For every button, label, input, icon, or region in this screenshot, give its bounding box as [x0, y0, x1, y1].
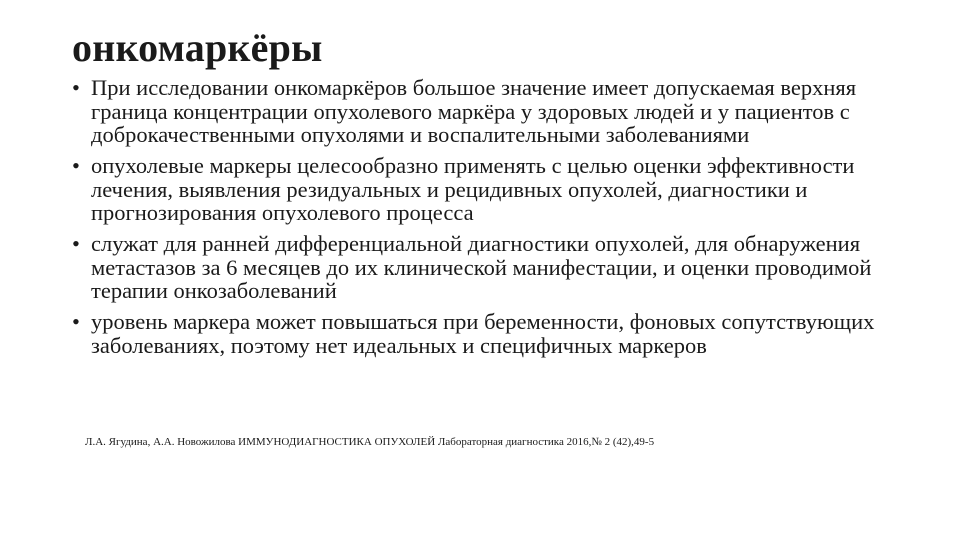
citation: Л.А. Ягудина, А.А. Новожилова ИММУНОДИАГНОСТИКА ОПУХОЛЕЙ Лабораторная диагностика 2016,№ 2 (42),49-5: [85, 436, 655, 448]
bullet-text: опухолевые маркеры целесообразно применять с целью оценки эффективности лечения, выявления резидуальных и рецидивных опухолей, диагностики и прогнозирования опухолевого процесса: [91, 153, 855, 225]
bullet-list: [72, 76, 892, 365]
bullet-item: [72, 310, 892, 357]
bullet-text: При исследовании онкомаркёров большое значение имеет допускаемая верхняя граница концентрации опухолевого маркёра у здоровых людей и у пациентов с доброкачественными опухолями и воспалительными заболеваниями: [91, 75, 857, 147]
bullet-text: служат для ранней дифференциальной диагностики опухолей, для обнаружения метастазов за 6 месяцев до их клинической манифестации, и оценки проводимой терапии онкозаболеваний: [91, 231, 872, 303]
bullet-item: [72, 76, 892, 147]
bullet-marker: •: [72, 231, 80, 256]
bullet-marker: •: [72, 75, 80, 100]
bullet-item: [72, 232, 892, 303]
bullet-text: уровень маркера может повышаться при беременности, фоновых сопутствующих заболеваниях, поэтому нет идеальных и специфичных маркеров: [91, 309, 875, 358]
slide-title: онкомаркёры: [72, 25, 323, 70]
bullet-marker: •: [72, 153, 80, 178]
bullet-marker: •: [72, 309, 80, 334]
bullet-item: [72, 154, 892, 225]
